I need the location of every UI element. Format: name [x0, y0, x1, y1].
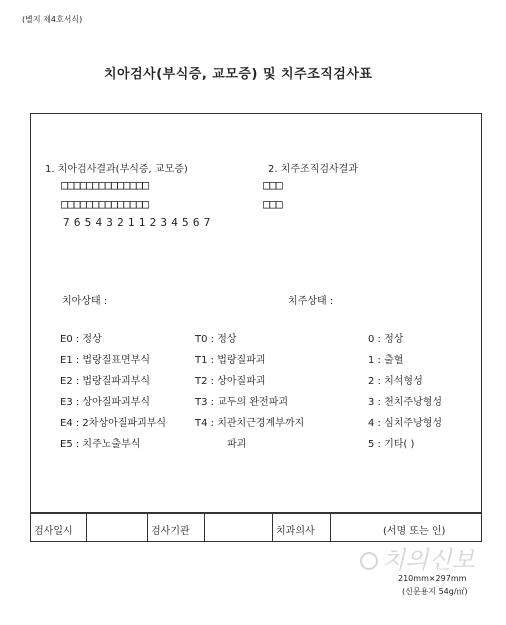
wear-code-item: T4 : 치관치근경계부까지	[195, 418, 305, 429]
perio-status-heading: 치주상태 :	[288, 296, 334, 307]
watermark-logo-icon	[360, 552, 378, 570]
tooth-code-item: E1 : 법랑질표면부식	[60, 355, 151, 366]
cell-divider	[147, 512, 148, 542]
page-title: 치아검사(부식증, 교모증) 및 치주조직검사표	[104, 67, 373, 82]
wear-code-item: T2 : 상아질파괴	[195, 376, 266, 387]
tooth-status-heading: 치아상태 :	[62, 296, 108, 307]
wear-code-item: T1 : 법랑질파괴	[195, 355, 266, 366]
wear-code-continuation: 파괴	[227, 439, 247, 450]
tooth-boxes-row1: □□□□□□□□□□□□□□	[61, 178, 149, 192]
paper-size: 210mm×297mm	[398, 574, 467, 583]
cell-divider	[330, 512, 331, 542]
perio-code-item: 3 : 천치주낭형성	[368, 397, 443, 408]
watermark-text: 치의신보	[382, 546, 475, 574]
tooth-result-label: 1. 치아검사결과(부식증, 교모증)	[45, 164, 188, 175]
dentist-label: 치과의사	[276, 526, 315, 537]
perio-code-item: 2 : 치석형성	[368, 376, 423, 387]
tooth-boxes-row2: □□□□□□□□□□□□□□	[61, 197, 149, 211]
perio-result-label: 2. 치주조직검사결과	[268, 164, 358, 175]
perio-code-item: 4 : 심치주낭형성	[368, 418, 443, 429]
form-number: (별지 제4호서식)	[22, 15, 83, 24]
perio-boxes-row2: □□□	[263, 197, 282, 211]
exam-date-label: 검사일시	[34, 526, 73, 537]
exam-org-label: 검사기관	[151, 526, 190, 537]
signature-row-divider	[30, 512, 482, 514]
cell-divider	[272, 512, 273, 542]
tooth-code-item: E3 : 상아질파괴부식	[60, 397, 151, 408]
cell-divider	[204, 512, 205, 542]
perio-code-item: 5 : 기타( )	[368, 439, 415, 450]
tooth-code-item: E4 : 2차상아질파괴부식	[60, 418, 167, 429]
wear-code-item: T0 : 정상	[195, 334, 237, 345]
tooth-code-item: E5 : 치주노출부식	[60, 439, 141, 450]
perio-code-item: 0 : 정상	[368, 334, 404, 345]
cell-divider	[86, 512, 87, 542]
perio-boxes-row1: □□□	[263, 178, 282, 192]
paper-type: (신문용지 54g/㎡)	[402, 587, 468, 596]
perio-code-item: 1 : 출혈	[368, 355, 404, 366]
tooth-code-item: E0 : 정상	[60, 334, 102, 345]
tooth-numbers: 76543211234567	[63, 216, 215, 229]
wear-code-item: T3 : 교두의 완전파괴	[195, 397, 289, 408]
signature-label: (서명 또는 인)	[383, 526, 446, 537]
tooth-code-item: E2 : 법랑질파괴부식	[60, 376, 151, 387]
